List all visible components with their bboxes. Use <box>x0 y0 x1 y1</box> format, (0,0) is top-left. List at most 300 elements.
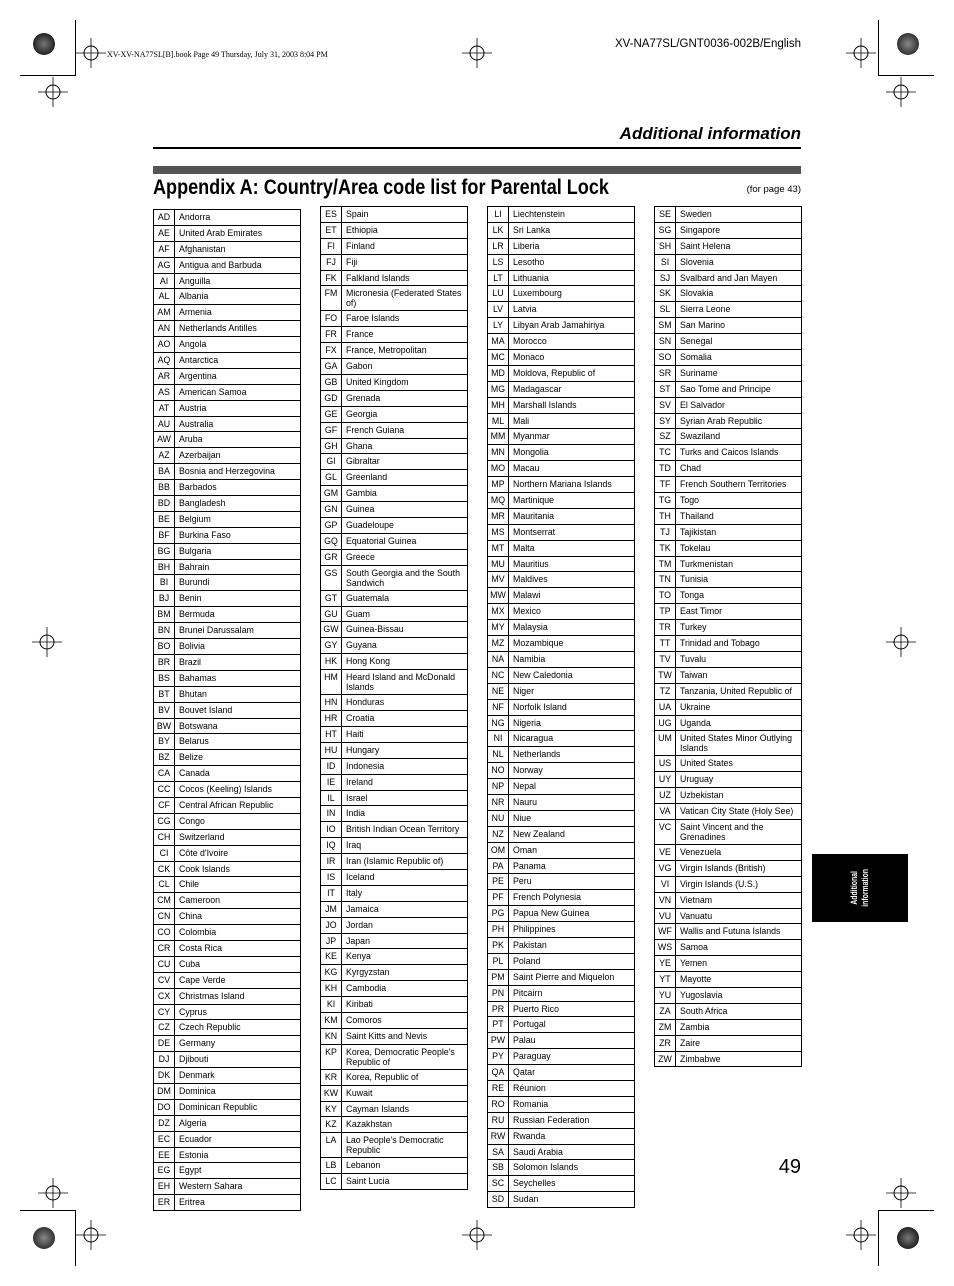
country-code: GB <box>321 375 342 391</box>
table-row <box>488 810 635 826</box>
country-code: PE <box>488 874 509 890</box>
country-code: JP <box>321 933 342 949</box>
table-row <box>488 1065 635 1081</box>
country-code: FI <box>321 238 342 254</box>
table-row <box>154 1163 301 1179</box>
table-row <box>655 524 802 540</box>
country-code: TJ <box>655 524 676 540</box>
table-row <box>655 651 802 667</box>
table-row <box>321 286 468 311</box>
country-code: MV <box>488 572 509 588</box>
table-row <box>488 985 635 1001</box>
table-row <box>321 565 468 590</box>
table-row <box>321 933 468 949</box>
country-name: Wallis and Futuna Islands <box>676 924 802 940</box>
country-name: Tonga <box>676 588 802 604</box>
table-row <box>321 359 468 375</box>
country-code: DE <box>154 1036 175 1052</box>
country-code: BM <box>154 607 175 623</box>
country-name: Comoros <box>342 1012 468 1028</box>
country-code: TC <box>655 445 676 461</box>
country-name: United Kingdom <box>342 375 468 391</box>
table-row <box>154 734 301 750</box>
country-name: Estonia <box>175 1147 301 1163</box>
country-name: Gibraltar <box>342 454 468 470</box>
country-name: Greece <box>342 549 468 565</box>
table-row <box>488 588 635 604</box>
country-code: SI <box>655 254 676 270</box>
title-bar <box>153 166 801 174</box>
country-name: Netherlands <box>509 747 635 763</box>
table-row <box>488 667 635 683</box>
country-code: SV <box>655 397 676 413</box>
country-name: Eritrea <box>175 1195 301 1211</box>
country-name: Czech Republic <box>175 1020 301 1036</box>
country-code: PL <box>488 953 509 969</box>
country-code: LR <box>488 238 509 254</box>
table-row <box>321 390 468 406</box>
table-row <box>655 683 802 699</box>
country-code: MC <box>488 350 509 366</box>
country-code: AG <box>154 257 175 273</box>
country-name: Taiwan <box>676 667 802 683</box>
country-name: Ghana <box>342 438 468 454</box>
registration-mark-icon <box>462 1220 492 1250</box>
table-row <box>154 480 301 496</box>
table-row <box>488 207 635 223</box>
table-row <box>154 1020 301 1036</box>
crop-line <box>878 75 934 76</box>
table-row <box>488 254 635 270</box>
country-name: Nauru <box>509 794 635 810</box>
table-row <box>488 953 635 969</box>
country-code: EE <box>154 1147 175 1163</box>
country-code: NF <box>488 699 509 715</box>
country-name: Svalbard and Jan Mayen <box>676 270 802 286</box>
country-code: WS <box>655 940 676 956</box>
country-name: Yugoslavia <box>676 987 802 1003</box>
table-row <box>321 311 468 327</box>
table-row <box>488 890 635 906</box>
country-name: Saint Pierre and Miquelon <box>509 969 635 985</box>
table-row <box>655 477 802 493</box>
country-code: UG <box>655 715 676 731</box>
country-name: Sierra Leone <box>676 302 802 318</box>
country-name: Belize <box>175 750 301 766</box>
table-row <box>488 683 635 699</box>
country-code: CC <box>154 782 175 798</box>
country-name: Spain <box>342 207 468 223</box>
country-name: South Georgia and the South Sandwich <box>342 565 468 590</box>
country-name: United States <box>676 756 802 772</box>
country-code: MW <box>488 588 509 604</box>
country-name: Bulgaria <box>175 543 301 559</box>
country-name: Tajikistan <box>676 524 802 540</box>
country-code: GT <box>321 590 342 606</box>
country-name: Monaco <box>509 350 635 366</box>
registration-mark-icon <box>38 1178 68 1208</box>
country-name: Venezuela <box>676 844 802 860</box>
table-row <box>321 486 468 502</box>
country-name: Antarctica <box>175 353 301 369</box>
country-name: Hungary <box>342 742 468 758</box>
table-row <box>321 901 468 917</box>
country-name: Zimbabwe <box>676 1051 802 1067</box>
country-name: Paraguay <box>509 1049 635 1065</box>
country-code: GF <box>321 422 342 438</box>
country-code: MX <box>488 604 509 620</box>
country-code: GE <box>321 406 342 422</box>
country-name: Gabon <box>342 359 468 375</box>
table-row <box>321 406 468 422</box>
table-row <box>321 518 468 534</box>
registration-mark-icon <box>886 77 916 107</box>
country-name: Pakistan <box>509 937 635 953</box>
country-name: Bahamas <box>175 670 301 686</box>
country-code: SY <box>655 413 676 429</box>
table-row <box>321 822 468 838</box>
country-name: Papua New Guinea <box>509 906 635 922</box>
table-row <box>321 742 468 758</box>
country-name: Antigua and Barbuda <box>175 257 301 273</box>
country-code: TO <box>655 588 676 604</box>
country-code: AF <box>154 241 175 257</box>
table-row <box>154 575 301 591</box>
country-code: SH <box>655 238 676 254</box>
country-name: Peru <box>509 874 635 890</box>
country-name: Norfolk Island <box>509 699 635 715</box>
country-name: Cayman Islands <box>342 1101 468 1117</box>
table-row <box>321 454 468 470</box>
country-code: LY <box>488 318 509 334</box>
country-code: SJ <box>655 270 676 286</box>
country-name: Martinique <box>509 493 635 509</box>
country-code: TK <box>655 540 676 556</box>
country-name: Haiti <box>342 726 468 742</box>
country-name: Honduras <box>342 695 468 711</box>
country-name: El Salvador <box>676 397 802 413</box>
table-row <box>154 909 301 925</box>
table-row <box>154 639 301 655</box>
table-row <box>154 925 301 941</box>
code-column-4 <box>654 206 802 1067</box>
table-row <box>488 699 635 715</box>
country-name: Mali <box>509 413 635 429</box>
country-name: Northern Mariana Islands <box>509 477 635 493</box>
table-row <box>321 670 468 695</box>
table-row <box>655 620 802 636</box>
table-row <box>655 715 802 731</box>
table-row <box>488 318 635 334</box>
country-name: Fiji <box>342 254 468 270</box>
table-row <box>655 318 802 334</box>
country-name: Nepal <box>509 779 635 795</box>
country-name: Lao People's Democratic Republic <box>342 1133 468 1158</box>
country-name: Turkey <box>676 620 802 636</box>
country-name: United States Minor Outlying Islands <box>676 731 802 756</box>
country-name: Sweden <box>676 207 802 223</box>
country-code: TR <box>655 620 676 636</box>
country-code: KP <box>321 1044 342 1069</box>
table-row <box>655 667 802 683</box>
country-name: Cuba <box>175 956 301 972</box>
table-row <box>154 289 301 305</box>
country-name: Vanuatu <box>676 908 802 924</box>
country-code: HU <box>321 742 342 758</box>
country-code: BF <box>154 527 175 543</box>
table-row <box>154 384 301 400</box>
table-row <box>488 906 635 922</box>
country-code: ZW <box>655 1051 676 1067</box>
country-code: AM <box>154 305 175 321</box>
table-row <box>321 758 468 774</box>
country-name: Samoa <box>676 940 802 956</box>
table-row <box>154 337 301 353</box>
country-code: GL <box>321 470 342 486</box>
country-name: Trinidad and Tobago <box>676 636 802 652</box>
country-code: TM <box>655 556 676 572</box>
country-name: Malaysia <box>509 620 635 636</box>
table-row <box>488 1001 635 1017</box>
country-code: BO <box>154 639 175 655</box>
country-code: BA <box>154 464 175 480</box>
country-name: Lebanon <box>342 1158 468 1174</box>
table-row <box>655 731 802 756</box>
country-code: AU <box>154 416 175 432</box>
table-row <box>321 790 468 806</box>
country-name: Panama <box>509 858 635 874</box>
country-code: OM <box>488 842 509 858</box>
table-row <box>655 286 802 302</box>
country-name: Cocos (Keeling) Islands <box>175 782 301 798</box>
country-code: SR <box>655 365 676 381</box>
country-code: PT <box>488 1017 509 1033</box>
country-code: WF <box>655 924 676 940</box>
country-code: RE <box>488 1080 509 1096</box>
country-name: Armenia <box>175 305 301 321</box>
country-code: AS <box>154 384 175 400</box>
country-code: KN <box>321 1028 342 1044</box>
country-code: MT <box>488 540 509 556</box>
country-code: GP <box>321 518 342 534</box>
country-code: AR <box>154 368 175 384</box>
country-code: LV <box>488 302 509 318</box>
country-name: Tunisia <box>676 572 802 588</box>
country-name: Angola <box>175 337 301 353</box>
country-name: Morocco <box>509 334 635 350</box>
country-name: Slovenia <box>676 254 802 270</box>
country-code: KR <box>321 1069 342 1085</box>
country-name: Mauritania <box>509 508 635 524</box>
country-name: Western Sahara <box>175 1179 301 1195</box>
country-name: Colombia <box>175 925 301 941</box>
country-name: Saint Helena <box>676 238 802 254</box>
country-name: Solomon Islands <box>509 1160 635 1176</box>
country-code: CO <box>154 925 175 941</box>
country-name: Dominica <box>175 1083 301 1099</box>
country-code: FK <box>321 270 342 286</box>
country-name: Barbados <box>175 480 301 496</box>
country-name: Iraq <box>342 838 468 854</box>
country-name: Japan <box>342 933 468 949</box>
country-code: MN <box>488 445 509 461</box>
country-code: VC <box>655 819 676 844</box>
code-table <box>654 206 802 1067</box>
table-row <box>154 893 301 909</box>
country-code: CR <box>154 940 175 956</box>
side-tab-line-1: Additional <box>849 871 860 905</box>
country-code: RO <box>488 1096 509 1112</box>
table-row <box>655 844 802 860</box>
table-row <box>488 302 635 318</box>
table-row <box>154 750 301 766</box>
country-code: VA <box>655 804 676 820</box>
table-row <box>488 270 635 286</box>
table-row <box>321 422 468 438</box>
country-name: Guam <box>342 606 468 622</box>
book-file-line: XV-XV-NA77SL[B].book Page 49 Thursday, July 31, 2003 8:04 PM <box>107 50 328 59</box>
country-name: Cambodia <box>342 981 468 997</box>
country-name: Slovakia <box>676 286 802 302</box>
country-code: HT <box>321 726 342 742</box>
table-row <box>488 1128 635 1144</box>
country-code: LB <box>321 1158 342 1174</box>
country-name: Djibouti <box>175 1052 301 1068</box>
registration-mark-icon <box>76 38 106 68</box>
table-row <box>488 1176 635 1192</box>
country-name: France <box>342 327 468 343</box>
table-row <box>154 829 301 845</box>
country-name: Nicaragua <box>509 731 635 747</box>
crop-line <box>20 75 76 76</box>
table-row <box>154 654 301 670</box>
country-name: Aruba <box>175 432 301 448</box>
country-name: Norway <box>509 763 635 779</box>
country-name: Bahrain <box>175 559 301 575</box>
table-row <box>488 381 635 397</box>
side-tab <box>812 854 908 922</box>
country-name: Russian Federation <box>509 1112 635 1128</box>
table-row <box>154 305 301 321</box>
country-code: MA <box>488 334 509 350</box>
table-row <box>154 400 301 416</box>
country-code: CV <box>154 972 175 988</box>
model-number: XV-NA77SL/GNT0036-002B/English <box>614 38 801 50</box>
country-code: CI <box>154 845 175 861</box>
country-name: Syrian Arab Republic <box>676 413 802 429</box>
country-code: BI <box>154 575 175 591</box>
country-name: Malawi <box>509 588 635 604</box>
country-name: Equatorial Guinea <box>342 533 468 549</box>
country-name: Central African Republic <box>175 797 301 813</box>
country-code: SL <box>655 302 676 318</box>
table-row <box>655 302 802 318</box>
country-name: Mauritius <box>509 556 635 572</box>
country-code: TD <box>655 461 676 477</box>
country-code: FO <box>321 311 342 327</box>
table-row <box>154 940 301 956</box>
country-name: Cyprus <box>175 1004 301 1020</box>
table-row <box>154 241 301 257</box>
country-name: Rwanda <box>509 1128 635 1144</box>
country-name: Mongolia <box>509 445 635 461</box>
country-code: HM <box>321 670 342 695</box>
country-code: VN <box>655 892 676 908</box>
table-row <box>655 556 802 572</box>
code-column-1 <box>153 209 301 1211</box>
country-name: Dominican Republic <box>175 1099 301 1115</box>
country-name: India <box>342 806 468 822</box>
table-row <box>655 350 802 366</box>
country-name: Ethiopia <box>342 222 468 238</box>
country-name: Qatar <box>509 1065 635 1081</box>
table-row <box>655 508 802 524</box>
table-row <box>154 861 301 877</box>
table-row <box>154 1036 301 1052</box>
table-row <box>154 368 301 384</box>
country-code: US <box>655 756 676 772</box>
table-row <box>321 654 468 670</box>
country-name: Netherlands Antilles <box>175 321 301 337</box>
country-name: Congo <box>175 813 301 829</box>
table-row <box>488 874 635 890</box>
table-row <box>321 470 468 486</box>
country-name: Macau <box>509 461 635 477</box>
page-number: 49 <box>778 1156 801 1178</box>
table-row <box>488 445 635 461</box>
table-row <box>321 638 468 654</box>
country-code: IR <box>321 854 342 870</box>
table-row <box>321 711 468 727</box>
country-code: MD <box>488 365 509 381</box>
table-row <box>655 756 802 772</box>
table-row <box>655 772 802 788</box>
table-row <box>321 774 468 790</box>
table-row <box>321 869 468 885</box>
country-code: CK <box>154 861 175 877</box>
country-name: Guinea <box>342 502 468 518</box>
country-code: BE <box>154 511 175 527</box>
country-name: Moldova, Republic of <box>509 365 635 381</box>
country-code: ER <box>154 1195 175 1211</box>
table-row <box>655 1003 802 1019</box>
table-row <box>154 1131 301 1147</box>
country-code: SO <box>655 350 676 366</box>
country-name: Falkland Islands <box>342 270 468 286</box>
country-name: Thailand <box>676 508 802 524</box>
country-code: NI <box>488 731 509 747</box>
country-name: Bouvet Island <box>175 702 301 718</box>
color-bar-icon <box>33 33 55 55</box>
table-row <box>154 511 301 527</box>
country-name: Heard Island and McDonald Islands <box>342 670 468 695</box>
country-code: VU <box>655 908 676 924</box>
country-name: Brunei Darussalam <box>175 623 301 639</box>
table-row <box>154 559 301 575</box>
table-row <box>655 987 802 1003</box>
table-row <box>154 273 301 289</box>
table-row <box>154 702 301 718</box>
table-row <box>488 286 635 302</box>
country-code: MM <box>488 429 509 445</box>
country-code: CL <box>154 877 175 893</box>
country-code: SA <box>488 1144 509 1160</box>
country-code: MG <box>488 381 509 397</box>
country-code: ST <box>655 381 676 397</box>
table-row <box>655 493 802 509</box>
country-code: ES <box>321 207 342 223</box>
country-code: QA <box>488 1065 509 1081</box>
